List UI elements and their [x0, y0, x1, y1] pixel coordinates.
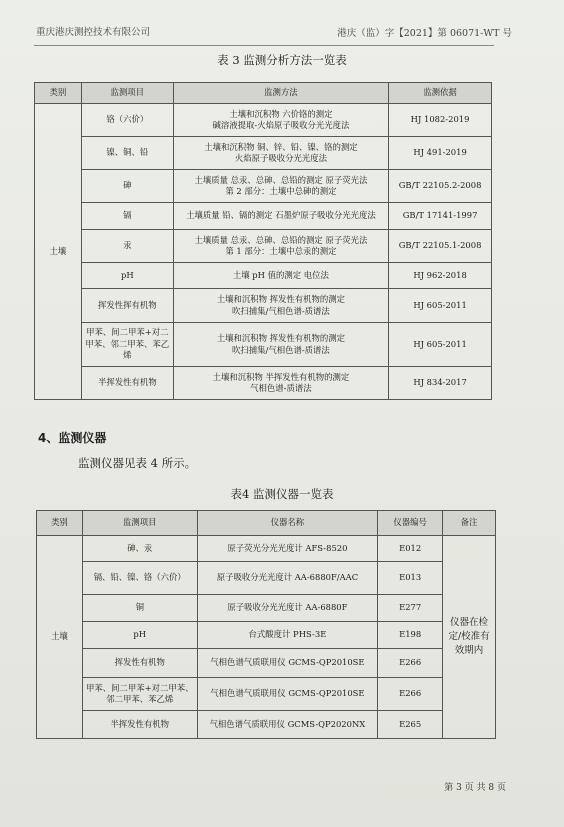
table-row: [35, 289, 492, 323]
code-cell: E266: [378, 649, 443, 678]
method-line: 土壤和沉积物 挥发性有机物的测定: [216, 294, 346, 305]
code-cell: E198: [378, 622, 443, 649]
table-row: [35, 104, 492, 137]
basis-cell: GB/T 17141-1997: [389, 203, 492, 230]
section-paragraph: 监测仪器见表 4 所示。: [78, 456, 197, 470]
col-header-category: 类别: [37, 511, 83, 536]
method-line: 土壤和沉积物 铜、锌、铅、镍、铬的测定: [204, 141, 358, 152]
item-cell: 半挥发性有机物: [82, 711, 197, 739]
item-cell: 铜: [82, 595, 197, 622]
col-header-remark: 备注: [443, 511, 496, 536]
method-cell: [173, 137, 388, 170]
item-cell: 镉、铅、镍、铬（六价）: [82, 562, 197, 595]
item-cell: 汞: [81, 230, 173, 263]
item-cell: 砷: [81, 170, 173, 203]
table-row: [37, 622, 496, 649]
table-header-row: [35, 83, 492, 104]
method-cell: [173, 323, 388, 367]
code-cell: E265: [378, 711, 443, 739]
col-header-item: 监测项目: [81, 83, 173, 104]
item-cell: 挥发性挥有机物: [81, 289, 173, 323]
item-cell: pH: [81, 263, 173, 289]
basis-cell: HJ 605-2011: [389, 323, 492, 367]
table-row: [35, 137, 492, 170]
company-name: 重庆港庆测控技术有限公司: [36, 27, 151, 38]
category-cell: 土壤: [35, 104, 82, 400]
method-line: 土壤和沉积物 半挥发性有机物的测定: [212, 371, 350, 382]
item-cell: 铬（六价）: [81, 104, 173, 137]
method-cell: 土壤质量 铅、镉的测定 石墨炉原子吸收分光光度法: [173, 203, 388, 230]
table-row: [35, 263, 492, 289]
method-line: 碱溶液提取-火焰原子吸收分光光度法: [212, 120, 350, 130]
item-cell: pH: [82, 622, 197, 649]
table3-caption: 表 3 监测分析方法一览表: [217, 53, 347, 67]
table-row: [35, 170, 492, 203]
col-header-code: 仪器编号: [378, 511, 443, 536]
instrument-cell: 原子吸收分光光度计 AA-6880F: [197, 595, 378, 622]
instrument-cell: 原子吸收分光光度计 AA-6880F/AAC: [197, 562, 378, 595]
method-line: 火焰原子吸收分光光度法: [234, 153, 327, 163]
item-cell: 砷、汞: [82, 536, 197, 562]
basis-cell: GB/T 22105.2-2008: [389, 170, 492, 203]
instrument-cell: 台式酸度计 PHS-3E: [197, 622, 378, 649]
method-cell: [173, 230, 388, 263]
code-cell: E013: [378, 562, 443, 595]
basis-cell: GB/T 22105.1-2008: [389, 230, 492, 263]
table-row: [35, 323, 492, 367]
instrument-cell: 气相色谱气质联用仪 GCMS-QP2020NX: [197, 711, 378, 739]
method-table: [34, 82, 492, 400]
item-cell: 镍、铜、铅: [81, 137, 173, 170]
method-cell: 土壤 pH 值的测定 电位法: [173, 263, 388, 289]
col-header-item: 监测项目: [82, 511, 197, 536]
remark-cell: 仪器在检定/校准有效期内: [443, 536, 496, 739]
header-divider: [34, 45, 494, 46]
col-header-instrument: 仪器名称: [197, 511, 378, 536]
method-line: 土壤质量 总汞、总砷、总铅的测定 原子荧光法: [194, 174, 368, 185]
method-cell: [173, 170, 388, 203]
method-line: 土壤质量 总汞、总砷、总铅的测定 原子荧光法: [194, 234, 368, 245]
instrument-table: [36, 510, 496, 739]
item-cell: 镉: [81, 203, 173, 230]
method-line: 土壤和沉积物 挥发性有机物的测定: [216, 333, 346, 344]
table-row: [37, 595, 496, 622]
category-cell: 土壤: [37, 536, 83, 739]
method-line: 气相色谱-质谱法: [250, 383, 312, 393]
item-cell: 挥发性有机物: [82, 649, 197, 678]
table-header-row: [37, 511, 496, 536]
method-cell: [173, 289, 388, 323]
page-number: 第 3 页 共 8 页: [444, 783, 506, 793]
table-row: [37, 536, 496, 562]
method-line: 吹扫捕集/气相色谱-质谱法: [232, 344, 330, 355]
basis-cell: HJ 834-2017: [389, 367, 492, 400]
basis-cell: HJ 491-2019: [389, 137, 492, 170]
basis-cell: HJ 605-2011: [389, 289, 492, 323]
basis-cell: HJ 962-2018: [389, 263, 492, 289]
table-row: [37, 711, 496, 739]
item-cell: 半挥发性有机物: [81, 367, 173, 400]
table-row: [37, 562, 496, 595]
basis-cell: HJ 1082-2019: [389, 104, 492, 137]
table-row: [35, 367, 492, 400]
item-cell: 甲苯、间二甲苯+对二甲苯、邻二甲苯、苯乙烯: [82, 678, 197, 711]
code-cell: E012: [378, 536, 443, 562]
table-row: [37, 678, 496, 711]
code-cell: E266: [378, 678, 443, 711]
col-header-basis: 监测依据: [389, 83, 492, 104]
section-heading: 4、监测仪器: [38, 431, 107, 445]
instrument-cell: 气相色谱气质联用仪 GCMS-QP2010SE: [197, 649, 378, 678]
table4-caption: 表4 监测仪器一览表: [230, 487, 334, 501]
method-line: 土壤和沉积物 六价铬的测定: [229, 108, 333, 119]
table-row: [35, 203, 492, 230]
col-header-category: 类别: [35, 83, 82, 104]
instrument-cell: 原子荧光分光光度计 AFS-8520: [197, 536, 378, 562]
method-line: 第 2 部分：土壤中总砷的测定: [225, 186, 337, 196]
table-row: [35, 230, 492, 263]
method-cell: [173, 367, 388, 400]
report-number: 港庆（监）字【2021】第 06071-WT 号: [337, 28, 512, 39]
col-header-method: 监测方法: [173, 83, 388, 104]
code-cell: E277: [378, 595, 443, 622]
instrument-cell: 气相色谱气质联用仪 GCMS-QP2010SE: [197, 678, 378, 711]
table-row: [37, 649, 496, 678]
method-line: 吹扫捕集/气相色谱-质谱法: [232, 305, 330, 316]
method-cell: [173, 104, 388, 137]
method-line: 第 1 部分：土壤中总汞的测定: [225, 246, 337, 256]
item-cell: 甲苯、间二甲苯+对二甲苯、邻二甲苯、苯乙烯: [81, 323, 173, 367]
